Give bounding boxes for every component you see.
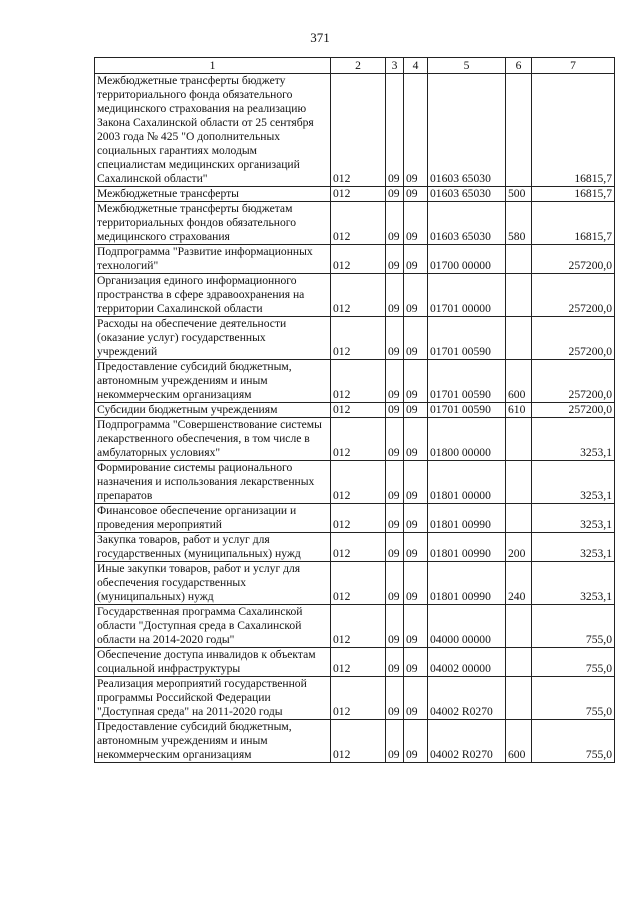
table-row <box>95 403 615 418</box>
expense-type-cell <box>506 648 532 677</box>
target-article-cell: 01801 00000 <box>428 461 506 504</box>
table-row <box>95 187 615 202</box>
table-row <box>95 648 615 677</box>
amount-cell: 257200,0 <box>532 274 615 317</box>
expense-type-cell <box>506 418 532 461</box>
subsection-code-cell: 09 <box>404 562 428 605</box>
expense-type-cell <box>506 74 532 187</box>
table-row <box>95 605 615 648</box>
target-article-cell: 01701 00000 <box>428 274 506 317</box>
ministry-code-cell: 012 <box>331 403 386 418</box>
section-code-cell: 09 <box>386 317 404 360</box>
amount-cell: 16815,7 <box>532 202 615 245</box>
section-code-cell: 09 <box>386 533 404 562</box>
ministry-code-cell: 012 <box>331 74 386 187</box>
target-article-cell: 01701 00590 <box>428 403 506 418</box>
expense-type-cell <box>506 245 532 274</box>
budget-table <box>94 57 615 763</box>
subsection-code-cell: 09 <box>404 187 428 202</box>
row-name-cell: Межбюджетные трансферты бюджету территориального фонда обязательного медицинского страхования на реализацию Закона Сахалинской области от 25 сентября 2003 года № 425 "О дополнительных социальных гарантиях молодым специалистам медицинских организаций Сахалинской области" <box>95 74 331 187</box>
row-name-cell: Подпрограмма "Совершенствование системы лекарственного обеспечения, в том числе в амбулаторных условиях" <box>95 418 331 461</box>
row-name-cell: Государственная программа Сахалинской области "Доступная среда в Сахалинской области на 2014-2020 годы" <box>95 605 331 648</box>
section-code-cell: 09 <box>386 360 404 403</box>
table-row <box>95 461 615 504</box>
subsection-code-cell: 09 <box>404 720 428 763</box>
target-article-cell: 04002 R0270 <box>428 677 506 720</box>
ministry-code-cell: 012 <box>331 533 386 562</box>
target-article-cell: 01701 00590 <box>428 360 506 403</box>
expense-type-cell <box>506 461 532 504</box>
table-row <box>95 360 615 403</box>
row-name-cell: Финансовое обеспечение организации и проведения мероприятий <box>95 504 331 533</box>
table-row <box>95 245 615 274</box>
section-code-cell: 09 <box>386 648 404 677</box>
subsection-code-cell: 09 <box>404 504 428 533</box>
amount-cell: 755,0 <box>532 720 615 763</box>
subsection-code-cell: 09 <box>404 677 428 720</box>
target-article-cell: 01801 00990 <box>428 533 506 562</box>
amount-cell: 3253,1 <box>532 418 615 461</box>
ministry-code-cell: 012 <box>331 418 386 461</box>
amount-cell: 755,0 <box>532 677 615 720</box>
amount-cell: 3253,1 <box>532 461 615 504</box>
column-header: 3 <box>386 58 404 74</box>
target-article-cell: 04002 00000 <box>428 648 506 677</box>
expense-type-cell: 240 <box>506 562 532 605</box>
expense-type-cell <box>506 504 532 533</box>
row-name-cell: Межбюджетные трансферты <box>95 187 331 202</box>
target-article-cell: 01801 00990 <box>428 504 506 533</box>
expense-type-cell: 610 <box>506 403 532 418</box>
target-article-cell: 01603 65030 <box>428 187 506 202</box>
section-code-cell: 09 <box>386 187 404 202</box>
ministry-code-cell: 012 <box>331 187 386 202</box>
ministry-code-cell: 012 <box>331 720 386 763</box>
table-row <box>95 533 615 562</box>
ministry-code-cell: 012 <box>331 648 386 677</box>
amount-cell: 755,0 <box>532 648 615 677</box>
row-name-cell: Субсидии бюджетным учреждениям <box>95 403 331 418</box>
subsection-code-cell: 09 <box>404 648 428 677</box>
expense-type-cell: 580 <box>506 202 532 245</box>
table-row <box>95 418 615 461</box>
ministry-code-cell: 012 <box>331 274 386 317</box>
amount-cell: 16815,7 <box>532 187 615 202</box>
row-name-cell: Предоставление субсидий бюджетным, автономным учреждениям и иным некоммерческим организациям <box>95 360 331 403</box>
section-code-cell: 09 <box>386 274 404 317</box>
column-header: 1 <box>95 58 331 74</box>
section-code-cell: 09 <box>386 403 404 418</box>
section-code-cell: 09 <box>386 677 404 720</box>
row-name-cell: Обеспечение доступа инвалидов к объектам социальной инфраструктуры <box>95 648 331 677</box>
expense-type-cell: 500 <box>506 187 532 202</box>
section-code-cell: 09 <box>386 461 404 504</box>
section-code-cell: 09 <box>386 74 404 187</box>
amount-cell: 16815,7 <box>532 74 615 187</box>
subsection-code-cell: 09 <box>404 274 428 317</box>
subsection-code-cell: 09 <box>404 418 428 461</box>
ministry-code-cell: 012 <box>331 504 386 533</box>
table-row <box>95 504 615 533</box>
subsection-code-cell: 09 <box>404 533 428 562</box>
column-header: 2 <box>331 58 386 74</box>
subsection-code-cell: 09 <box>404 360 428 403</box>
section-code-cell: 09 <box>386 245 404 274</box>
expense-type-cell <box>506 317 532 360</box>
table-row <box>95 274 615 317</box>
row-name-cell: Формирование системы рационального назначения и использования лекарственных препаратов <box>95 461 331 504</box>
ministry-code-cell: 012 <box>331 605 386 648</box>
subsection-code-cell: 09 <box>404 74 428 187</box>
subsection-code-cell: 09 <box>404 605 428 648</box>
target-article-cell: 01800 00000 <box>428 418 506 461</box>
target-article-cell: 01801 00990 <box>428 562 506 605</box>
section-code-cell: 09 <box>386 605 404 648</box>
page-number: 371 <box>310 30 330 45</box>
row-name-cell: Закупка товаров, работ и услуг для государственных (муниципальных) нужд <box>95 533 331 562</box>
table-row <box>95 562 615 605</box>
section-code-cell: 09 <box>386 202 404 245</box>
section-code-cell: 09 <box>386 504 404 533</box>
expense-type-cell <box>506 677 532 720</box>
ministry-code-cell: 012 <box>331 461 386 504</box>
row-name-cell: Расходы на обеспечение деятельности (оказание услуг) государственных учреждений <box>95 317 331 360</box>
table-row <box>95 202 615 245</box>
column-header: 4 <box>404 58 428 74</box>
amount-cell: 3253,1 <box>532 504 615 533</box>
subsection-code-cell: 09 <box>404 461 428 504</box>
subsection-code-cell: 09 <box>404 202 428 245</box>
column-header: 5 <box>428 58 506 74</box>
target-article-cell: 01603 65030 <box>428 74 506 187</box>
target-article-cell: 01603 65030 <box>428 202 506 245</box>
amount-cell: 257200,0 <box>532 245 615 274</box>
row-name-cell: Межбюджетные трансферты бюджетам территориальных фондов обязательного медицинского страхования <box>95 202 331 245</box>
subsection-code-cell: 09 <box>404 245 428 274</box>
ministry-code-cell: 012 <box>331 677 386 720</box>
expense-type-cell: 600 <box>506 360 532 403</box>
header-row <box>95 58 615 74</box>
row-name-cell: Иные закупки товаров, работ и услуг для обеспечения государственных (муниципальных) нужд <box>95 562 331 605</box>
subsection-code-cell: 09 <box>404 403 428 418</box>
target-article-cell: 01700 00000 <box>428 245 506 274</box>
section-code-cell: 09 <box>386 720 404 763</box>
amount-cell: 755,0 <box>532 605 615 648</box>
expense-type-cell <box>506 274 532 317</box>
column-header: 6 <box>506 58 532 74</box>
table-row <box>95 720 615 763</box>
amount-cell: 257200,0 <box>532 403 615 418</box>
ministry-code-cell: 012 <box>331 317 386 360</box>
amount-cell: 3253,1 <box>532 562 615 605</box>
amount-cell: 257200,0 <box>532 317 615 360</box>
column-header: 7 <box>532 58 615 74</box>
amount-cell: 257200,0 <box>532 360 615 403</box>
table-row <box>95 677 615 720</box>
row-name-cell: Предоставление субсидий бюджетным, автономным учреждениям и иным некоммерческим организациям <box>95 720 331 763</box>
table-row <box>95 74 615 187</box>
target-article-cell: 04000 00000 <box>428 605 506 648</box>
ministry-code-cell: 012 <box>331 245 386 274</box>
section-code-cell: 09 <box>386 562 404 605</box>
ministry-code-cell: 012 <box>331 562 386 605</box>
expense-type-cell: 600 <box>506 720 532 763</box>
row-name-cell: Организация единого информационного пространства в сфере здравоохранения на территории Сахалинской области <box>95 274 331 317</box>
subsection-code-cell: 09 <box>404 317 428 360</box>
row-name-cell: Реализация мероприятий государственной программы Российской Федерации "Доступная среда" на 2011-2020 годы <box>95 677 331 720</box>
expense-type-cell <box>506 605 532 648</box>
ministry-code-cell: 012 <box>331 360 386 403</box>
table-row <box>95 317 615 360</box>
row-name-cell: Подпрограмма "Развитие информационных технологий" <box>95 245 331 274</box>
section-code-cell: 09 <box>386 418 404 461</box>
amount-cell: 3253,1 <box>532 533 615 562</box>
expense-type-cell: 200 <box>506 533 532 562</box>
ministry-code-cell: 012 <box>331 202 386 245</box>
target-article-cell: 01701 00590 <box>428 317 506 360</box>
target-article-cell: 04002 R0270 <box>428 720 506 763</box>
